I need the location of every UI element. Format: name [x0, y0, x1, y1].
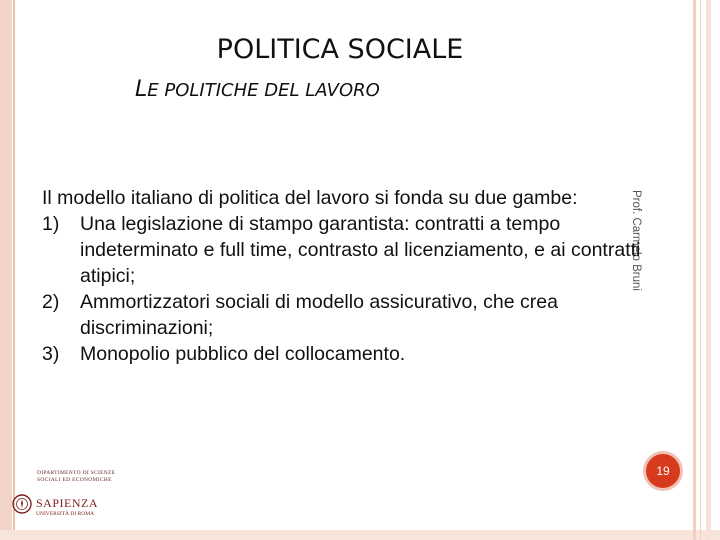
subtitle-rest: E POLITICHE DEL LAVORO — [147, 80, 380, 101]
list-item-text: Monopolio pubblico del collocamento. — [80, 343, 406, 365]
list-item-number: 2) — [42, 291, 60, 313]
slide-subtitle — [135, 77, 380, 102]
university-name: SAPIENZA — [36, 496, 99, 510]
right-frame-line — [693, 0, 696, 540]
list-item — [42, 211, 657, 289]
right-frame-line-thin — [700, 0, 701, 540]
bottom-frame-band — [0, 530, 720, 540]
page-number-badge — [643, 451, 683, 491]
slide-title: POLITICA SOCIALE — [216, 34, 464, 65]
list-item — [42, 341, 657, 367]
left-frame-band — [0, 0, 12, 540]
page-number: 19 — [656, 464, 670, 478]
left-frame-line — [13, 0, 15, 540]
sapienza-seal-icon — [12, 494, 32, 514]
right-frame-band — [706, 0, 711, 540]
author-vertical-label: Prof. Carmelo Bruni — [630, 190, 642, 291]
list-item — [42, 289, 657, 341]
numbered-list — [42, 211, 657, 367]
list-item-text: Una legislazione di stampo garantista: contratti a tempo indeterminato e full time, contrasto al licenziamento, e ai contratti atipici; — [80, 213, 641, 287]
list-item-number: 1) — [42, 213, 60, 235]
subtitle-initial: L — [135, 77, 148, 102]
department-logo-text: DIPARTIMENTO DI SCIENZE SOCIALI ED ECONOMICHE — [37, 470, 116, 483]
university-subtitle: UNIVERSITÀ DI ROMA — [36, 511, 95, 517]
list-item-number: 3) — [42, 343, 60, 365]
slide-body — [42, 185, 657, 367]
intro-paragraph: Il modello italiano di politica del lavoro si fonda su due gambe: — [42, 187, 578, 209]
list-item-text: Ammortizzatori sociali di modello assicurativo, che crea discriminazioni; — [80, 291, 558, 339]
